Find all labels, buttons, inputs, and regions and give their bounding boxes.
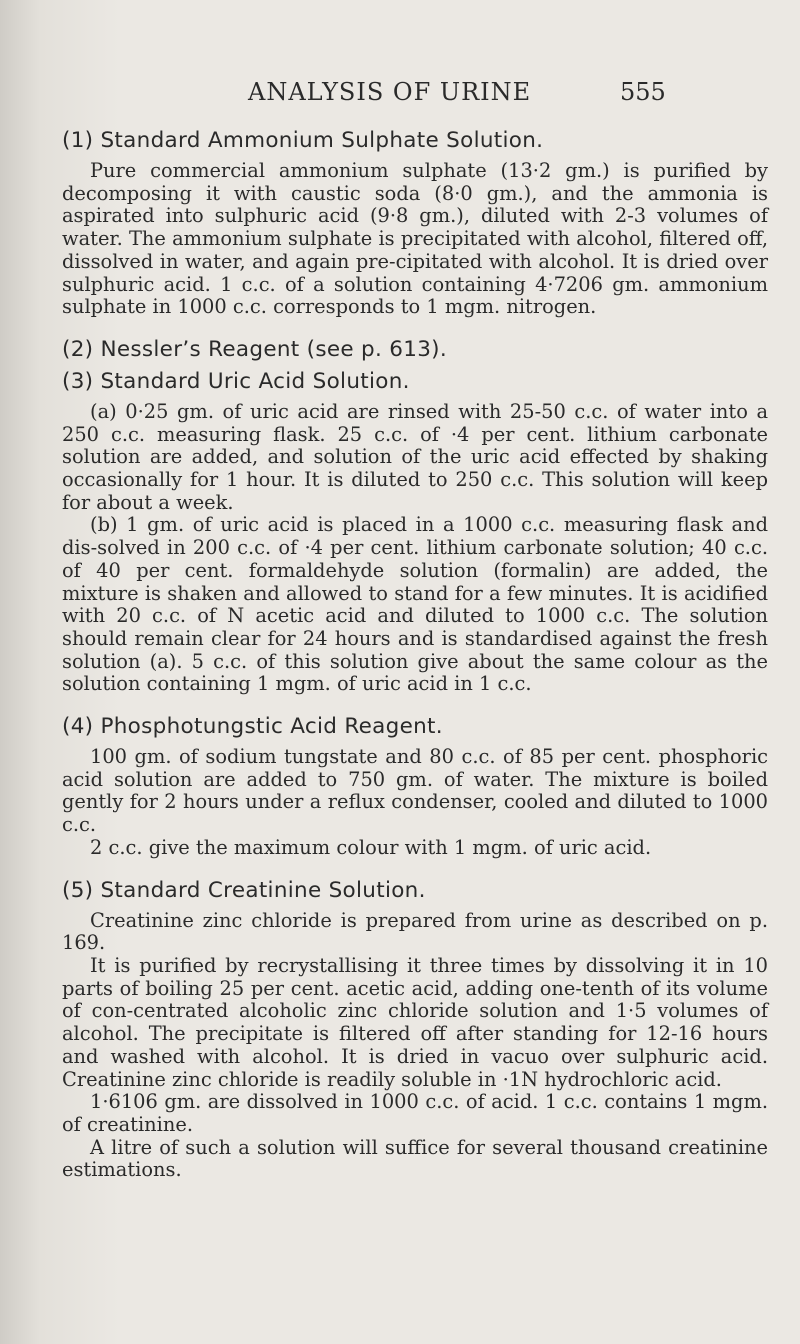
paragraph: It is purified by recrystallising it three times by dissolving it in 10 parts of boiling 25 per cent. acetic acid, adding one-tenth of its volume of con-centrated alcoholic zinc chloride solution and 1·5 volumes of alcohol. The precipitate is filtered off after standing for 12-16 hours and washed with alcohol. It is dried in vacuo over sulphuric acid. Creatinine zinc chloride is readily soluble in ·1N hydrochloric acid.: [62, 953, 768, 1091]
running-head: ANALYSIS OF URINE: [248, 78, 532, 106]
paragraph: Creatinine zinc chloride is prepared from urine as described on p. 169.: [62, 908, 768, 955]
paragraph: 2 c.c. give the maximum colour with 1 mgm. of uric acid.: [90, 835, 652, 859]
section-heading-phosphotungstic: (4) Phosphotungstic Acid Reagent.: [62, 714, 443, 740]
paragraph: A litre of such a solution will suffice for several thousand creatinine estimations.: [62, 1135, 768, 1182]
page-body: [62, 128, 768, 1182]
paragraph: Pure commercial ammonium sulphate (13·2 gm.) is purified by decomposing it with caustic soda (8·0 gm.), and the ammonia is aspirated into sulphuric acid (9·8 gm.), diluted with 2-3 volumes of water. The ammonium sulphate is precipitated with alcohol, filtered off, dissolved in water, and again pre-cipitated with alcohol. It is dried over sulphuric acid. 1 c.c. of a solution containing 4·7206 gm. ammonium sulphate in 1000 c.c. corresponds to 1 mgm. nitrogen.: [62, 159, 768, 319]
section-heading-nessler-reagent: (2) Nessler’s Reagent (see p. 613).: [62, 336, 448, 362]
page-number: 555: [620, 78, 666, 106]
paragraph: 100 gm. of sodium tungstate and 80 c.c. of 85 per cent. phosphoric acid solution are added to 750 gm. of water. The mixture is boiled gently for 2 hours under a reflux condenser, cooled and diluted to 1000 c.c.: [62, 745, 768, 837]
paragraph: (a) 0·25 gm. of uric acid are rinsed with 25-50 c.c. of water into a 250 c.c. measuring flask. 25 c.c. of ·4 per cent. lithium carbonate solution are added, and solution of the uric acid effected by shaking occasionally for 1 hour. It is diluted to 250 c.c. This solution will keep for about a week.: [62, 399, 768, 514]
section-heading-creatinine: (5) Standard Creatinine Solution.: [62, 877, 426, 903]
section-heading-uric-acid: (3) Standard Uric Acid Solution.: [62, 368, 410, 394]
paragraph: (b) 1 gm. of uric acid is placed in a 1000 c.c. measuring flask and dis-solved in 200 c.c. of ·4 per cent. lithium carbonate solution; 40 c.c. of 40 per cent. formaldehyde solution (formalin) are added, the mixture is shaken and allowed to stand for a few minutes. It is acidified with 20 c.c. of N acetic acid and diluted to 1000 c.c. The solution should remain clear for 24 hours and is standardised against the fresh solution (a). 5 c.c. of this solution give about the same colour as the solution containing 1 mgm. of uric acid in 1 c.c.: [62, 513, 768, 696]
paragraph: 1·6106 gm. are dissolved in 1000 c.c. of acid. 1 c.c. contains 1 mgm. of creatinine.: [62, 1090, 768, 1136]
section-heading-ammonium-sulphate: (1) Standard Ammonium Sulphate Solution.: [62, 128, 544, 153]
page-header: [0, 78, 800, 108]
